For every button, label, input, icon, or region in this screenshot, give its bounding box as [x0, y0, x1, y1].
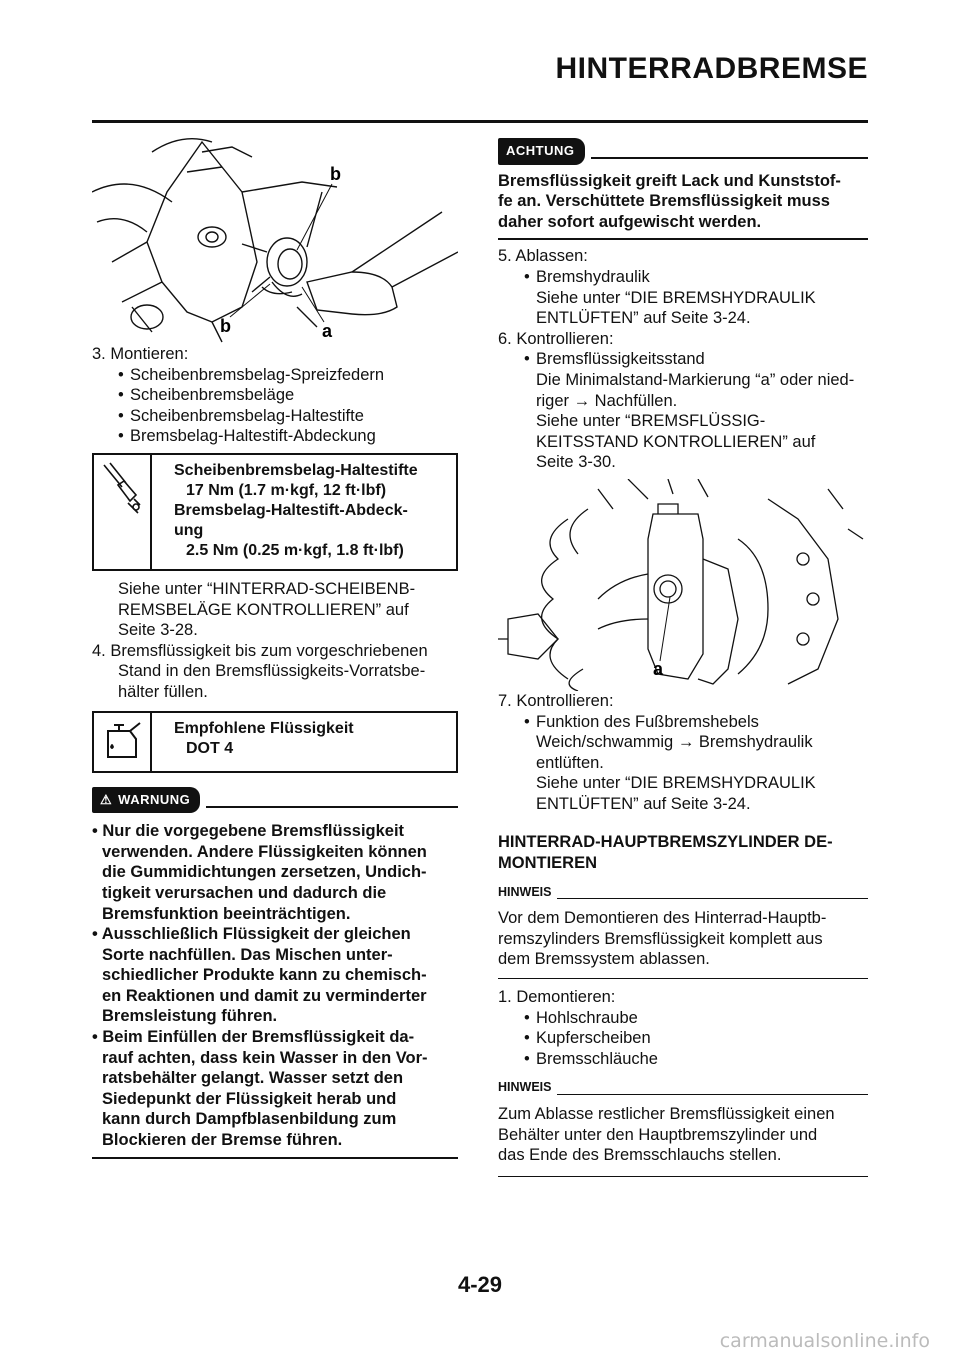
caution-text	[498, 171, 868, 233]
footer-watermark[interactable]: carmanualsonline.info	[719, 1330, 930, 1352]
caution-header	[498, 138, 868, 165]
list-item-text: Bremsflüssigkeitsstand	[536, 350, 705, 369]
warning-label: WARNUNG	[118, 791, 191, 807]
note-line: Behälter unter den Hauptbremszylinder und	[498, 1125, 818, 1144]
fluid-spec-value: DOT 4	[186, 739, 234, 757]
note-line: remszylinders Bremsflüssigkeit komplett aus	[498, 929, 823, 948]
step-1	[498, 987, 868, 1069]
note-line: Zum Ablasse restlicher Bremsflüssigkeit einen	[498, 1105, 835, 1123]
torque-spec-line: ung	[174, 521, 204, 539]
caution-line: daher sofort aufgewischt werden.	[498, 212, 762, 231]
warning-line: en Reaktionen und damit zu verminderter	[102, 986, 427, 1005]
step-4-line: Stand in den Bremsflüssigkeits-Vorratsbe-	[118, 662, 426, 681]
label-a: a	[653, 658, 664, 679]
list-item: • Scheibenbremsbeläge	[118, 386, 295, 405]
note-rule	[557, 898, 868, 899]
warning-end-rule	[92, 1157, 458, 1159]
warning-line: die Gummidichtungen zersetzen, Undich-	[102, 863, 427, 882]
reference-line: ENTLÜFTEN” auf Seite 3-24.	[536, 309, 751, 328]
step-1-heading: 1. Demontieren:	[498, 988, 616, 1007]
warning-line: schiedlicher Produkte kann zu chemisch-	[102, 966, 427, 985]
label-a: a	[322, 321, 333, 341]
label-b-bottom: b	[220, 316, 231, 336]
list-item-text: Funktion des Fußbremshebels	[536, 712, 759, 731]
caution-line: fe an. Verschüttete Bremsflüssigkeit muss	[498, 192, 830, 211]
torque-spec-box	[92, 453, 458, 571]
list-item-text: Kupferscheiben	[536, 1029, 651, 1048]
step-7-heading: 7. Kontrollieren:	[498, 691, 614, 710]
list-item: • Bremsflüssigkeitsstand	[524, 350, 705, 369]
step-6-line: Die Minimalstand-Markierung “a” oder nied-	[536, 370, 855, 389]
header-rule	[92, 120, 868, 123]
list-item: • Bremshydraulik	[524, 267, 650, 286]
reference-line: REMSBELÄGE KONTROLLIEREN” auf	[118, 600, 409, 619]
reservoir-drawing	[498, 479, 868, 691]
caliper-illustration	[92, 132, 458, 344]
step-6-line: Seite 3-30.	[536, 453, 616, 472]
note-text	[498, 1104, 868, 1166]
note-text	[498, 908, 868, 970]
warning-header	[92, 787, 458, 814]
note-line: das Ende des Bremsschlauchs stellen.	[498, 1146, 782, 1165]
step-6-heading: 6. Kontrollieren:	[498, 329, 614, 348]
page-number: 4-29	[457, 1272, 503, 1297]
warning-line: • Nur die vorgegebene Bremsflüssigkeit	[92, 822, 405, 841]
step-6-line: KEITSSTAND KONTROLLIEREN” auf	[536, 432, 816, 451]
fluid-spec-label: Empfohlene Flüssigkeit	[174, 719, 354, 737]
warning-line: kann durch Dampfblasenbildung zum	[102, 1110, 397, 1129]
reference-line: Siehe unter “HINTERRAD-SCHEIBENB-	[118, 579, 416, 598]
list-item: • Bremsbelag-Haltestift-Abdeckung	[118, 427, 376, 446]
step-7-line: ENTLÜFTEN” auf Seite 3-24.	[536, 794, 751, 813]
step-7	[498, 691, 868, 815]
warning-text	[92, 821, 458, 1151]
section-heading-line: MONTIEREN	[498, 854, 597, 873]
caution-line: Bremsflüssigkeit greift Lack und Kunststof-	[498, 171, 841, 190]
warning-line: Siedepunkt der Flüssigkeit herab und	[102, 1089, 397, 1108]
reference-line: Siehe unter “DIE BREMSHYDRAULIK	[536, 288, 816, 307]
step-6	[498, 329, 868, 473]
note-line: Vor dem Demontieren des Hinterrad-Hauptb-	[498, 909, 827, 928]
note-end-rule	[498, 978, 868, 979]
caution-end-rule	[498, 238, 868, 240]
step-5-heading: 5. Ablassen:	[498, 247, 588, 266]
warning-badge	[92, 787, 200, 814]
list-item-text: Bremsbelag-Haltestift-Abdeckung	[130, 427, 376, 446]
step-3-heading: 3. Montieren:	[92, 345, 189, 363]
step-3-reference	[92, 579, 458, 641]
caution-badge	[498, 138, 585, 165]
warning-line: ratsbehälter gelangt. Wasser setzt den	[102, 1069, 404, 1088]
note-end-rule	[498, 1176, 868, 1177]
warning-line: • Ausschließlich Flüssigkeit der gleichen	[92, 925, 411, 944]
list-item: • Scheibenbremsbelag-Spreizfedern	[118, 365, 385, 384]
oil-can-icon	[94, 713, 152, 771]
list-item-text: Bremsschläuche	[536, 1049, 658, 1068]
note-label: HINWEIS	[498, 1080, 552, 1095]
right-column	[498, 138, 868, 1177]
warning-bullet	[92, 924, 458, 1027]
warning-line: Bremsfunktion beeinträchtigen.	[102, 904, 351, 923]
step-4-line: hälter füllen.	[118, 682, 208, 701]
note-line: dem Bremssystem ablassen.	[498, 950, 710, 969]
warning-line: Bremsleistung führen.	[102, 1007, 278, 1026]
left-column	[92, 132, 458, 1159]
list-item: • Hohlschraube	[524, 1008, 638, 1027]
list-item-text: Hohlschraube	[536, 1008, 638, 1027]
caliper-drawing	[92, 132, 458, 344]
label-b-top: b	[330, 164, 341, 184]
warning-icon: ⚠	[100, 791, 113, 807]
torque-wrench-icon	[94, 455, 152, 569]
note-header	[498, 882, 868, 903]
step-5	[498, 246, 868, 328]
section-heading-line: HINTERRAD-HAUPTBREMSZYLINDER DE-	[498, 833, 833, 852]
warning-line: rauf achten, dass kein Wasser in den Vor-	[102, 1048, 428, 1067]
warning-line: tigkeit verursachen und dadurch die	[102, 883, 387, 902]
torque-spec-line: Bremsbelag-Haltestift-Abdeck-	[174, 501, 408, 519]
warning-line: • Beim Einfüllen der Bremsflüssigkeit da-	[92, 1028, 415, 1047]
list-item-text: Scheibenbremsbelag-Haltestifte	[130, 406, 364, 425]
caution-label: ACHTUNG	[506, 143, 575, 158]
page-title: HINTERRADBREMSE	[555, 52, 868, 85]
warning-bullet	[92, 1027, 458, 1151]
fluid-spec-box	[92, 711, 458, 773]
warning-line: verwenden. Andere Flüssigkeiten können	[102, 842, 427, 861]
step-6-line: Siehe unter “BREMSFLÜSSIG-	[536, 412, 766, 431]
note-label: HINWEIS	[498, 884, 552, 899]
list-item-text: Scheibenbremsbelag-Spreizfedern	[130, 365, 385, 384]
warning-rule	[206, 806, 458, 808]
torque-spec-line: Scheibenbremsbelag-Haltestifte	[174, 461, 418, 479]
step-3	[92, 344, 458, 447]
step-4	[92, 641, 458, 703]
reservoir-illustration	[498, 479, 868, 691]
list-item-text: Bremshydraulik	[536, 267, 650, 286]
list-item-text: Scheibenbremsbeläge	[130, 386, 295, 405]
step-7-line: entlüften.	[536, 753, 604, 772]
reference-line: Seite 3-28.	[118, 621, 198, 640]
warning-line: Sorte nachfüllen. Das Mischen unter-	[102, 945, 393, 964]
step-7-line: Siehe unter “DIE BREMSHYDRAULIK	[536, 774, 816, 793]
section-heading	[498, 832, 868, 873]
list-item: • Bremsschläuche	[524, 1049, 658, 1068]
note-rule	[557, 1094, 868, 1095]
warning-bullet	[92, 821, 458, 924]
warning-line: Blockieren der Bremse führen.	[102, 1131, 343, 1150]
caution-rule	[591, 157, 869, 159]
list-item: • Kupferscheiben	[524, 1029, 651, 1048]
step-4-line: 4. Bremsflüssigkeit bis zum vorgeschriebenen	[92, 641, 428, 660]
step-7-line: Weich/schwammig → Bremshydraulik	[536, 733, 813, 752]
torque-spec-value: 2.5 Nm (0.25 m·kgf, 1.8 ft·lbf)	[186, 541, 404, 559]
list-item: • Scheibenbremsbelag-Haltestifte	[118, 406, 364, 425]
note-header	[498, 1077, 868, 1098]
step-6-line: riger → Nachfüllen.	[536, 391, 678, 410]
torque-spec-value: 17 Nm (1.7 m·kgf, 12 ft·lbf)	[186, 481, 387, 499]
list-item: • Funktion des Fußbremshebels	[524, 712, 759, 731]
